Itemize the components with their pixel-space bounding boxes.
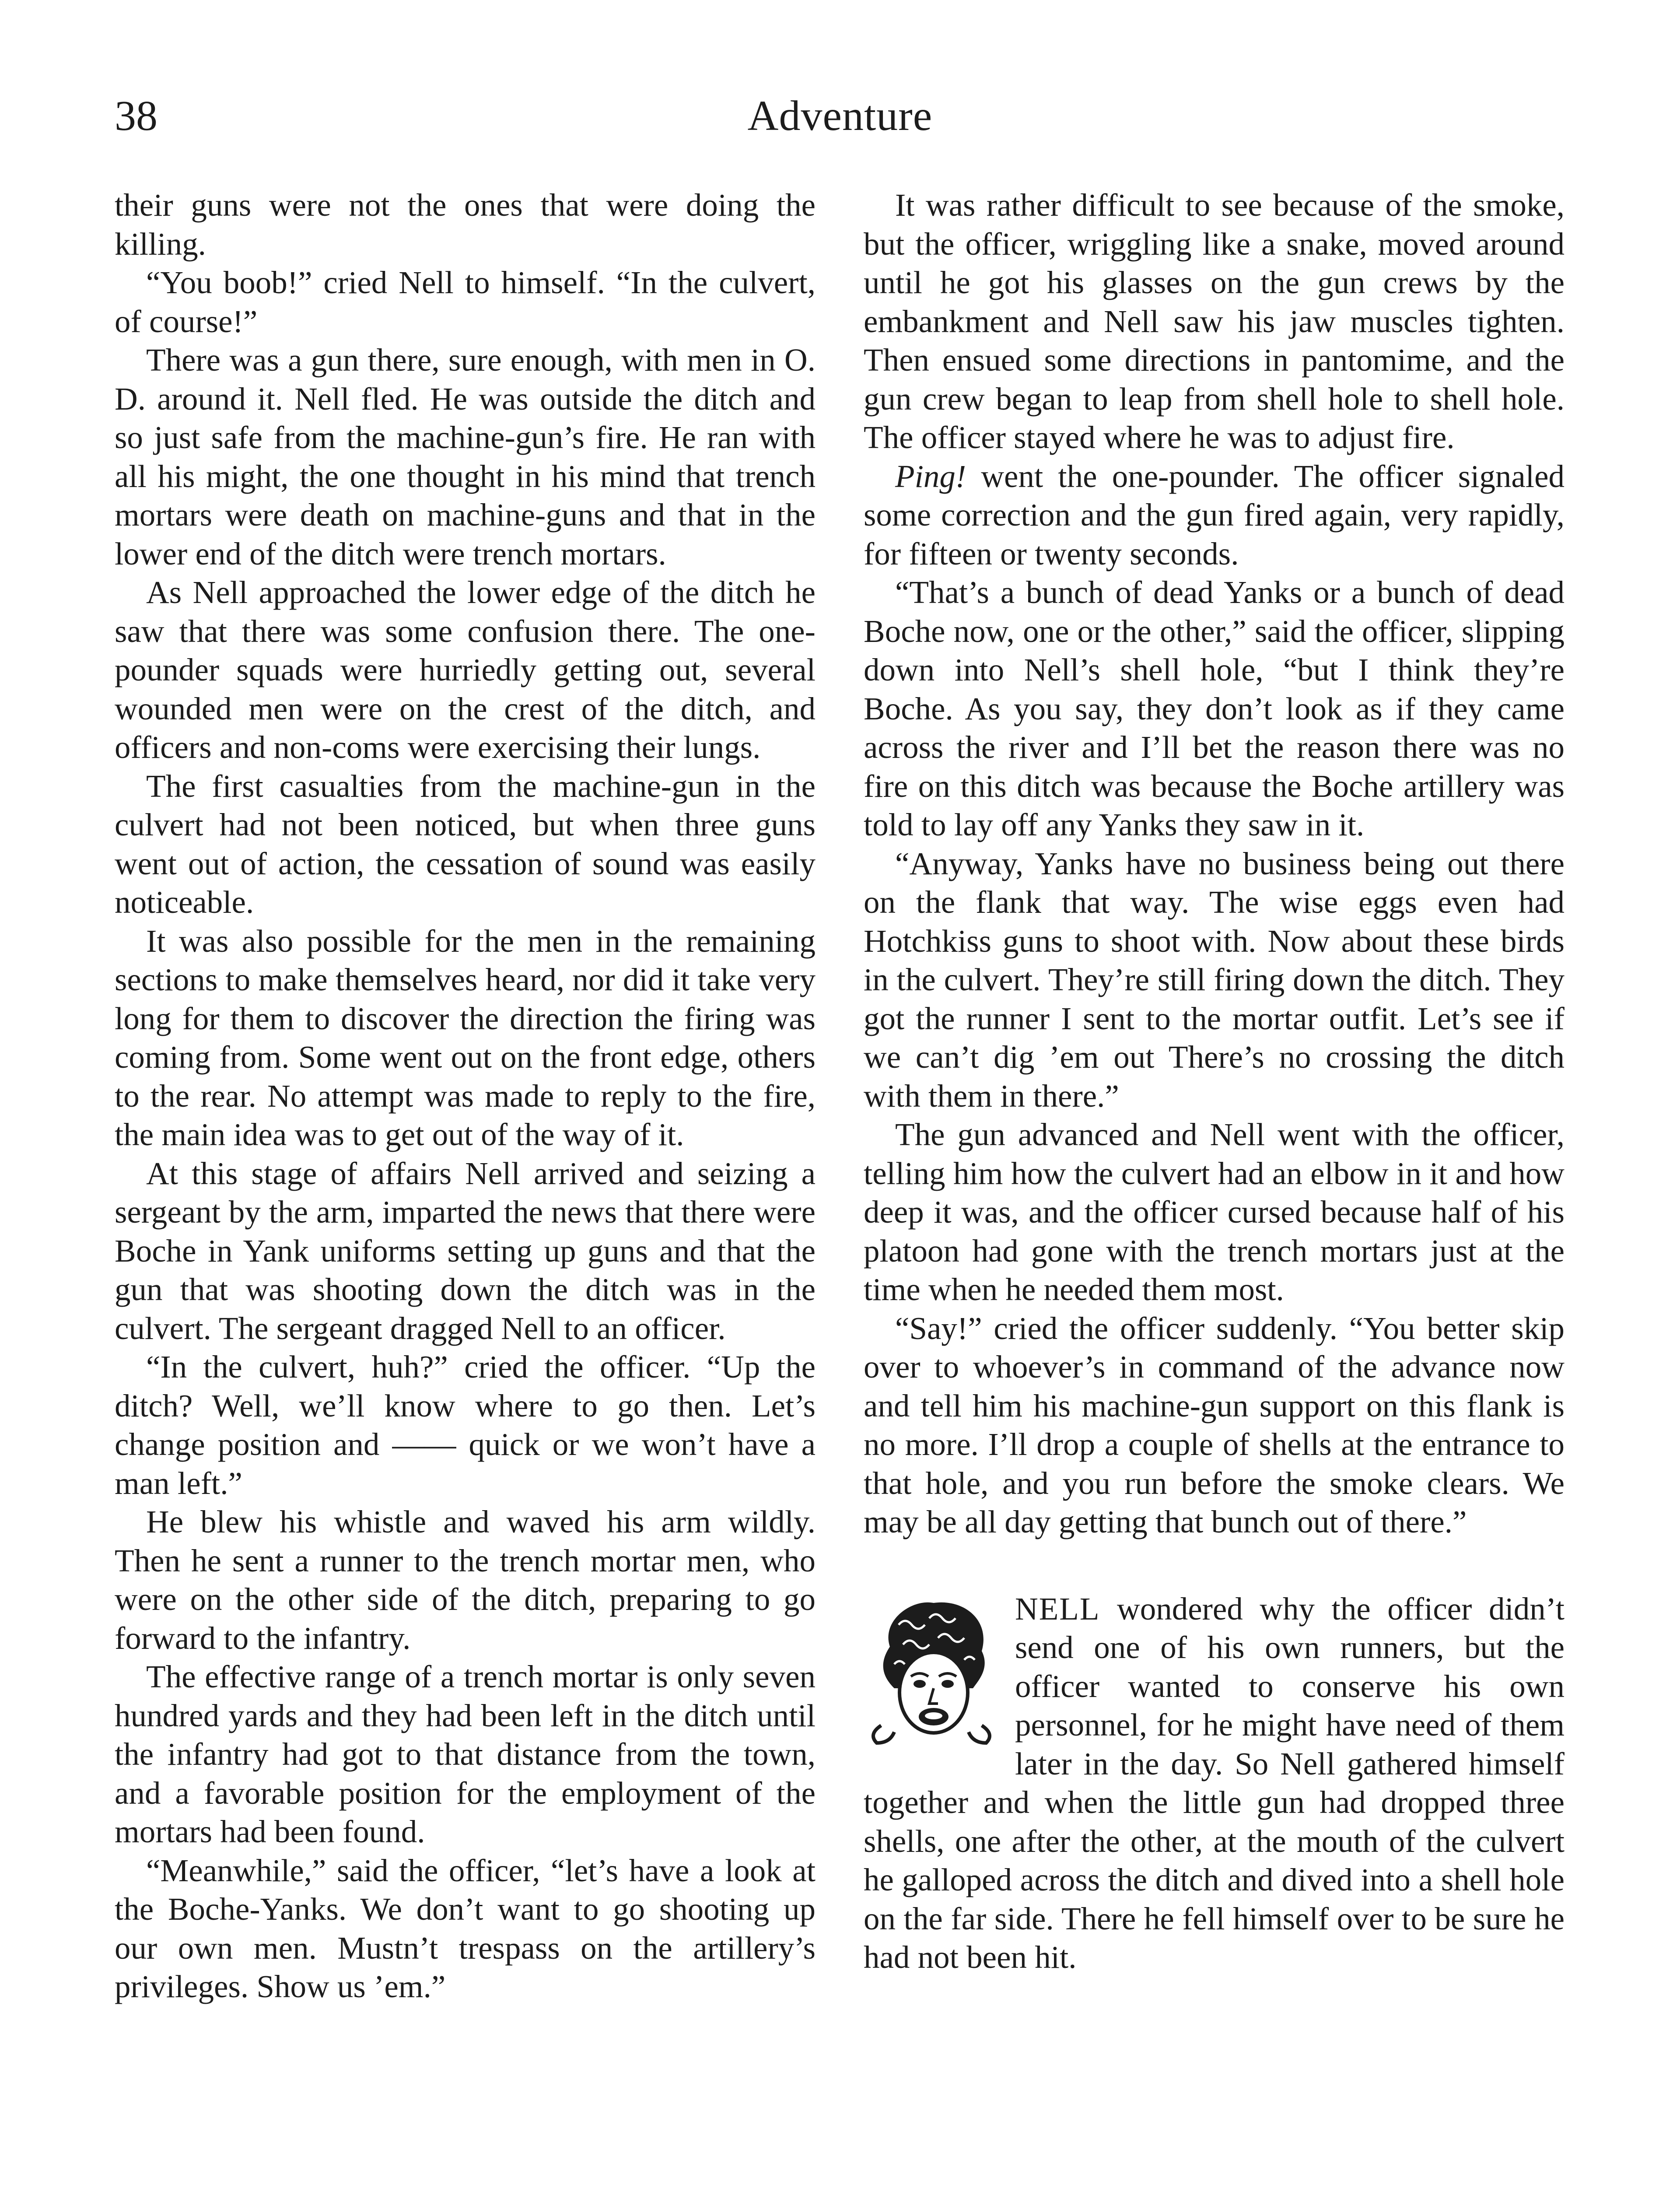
paragraph: There was a gun there, sure enough, with men in O. D. around it. Nell fled. He was outside the ditch and so just safe from the machine-gun’s fire. He ran with all his might, the one thought in his mind that trench mortars were death on machine-guns and that in the lower end of the ditch were trench mortars. bbox=[115, 342, 816, 572]
paragraph: “You boob!” cried Nell to himself. “In the culvert, of course!” bbox=[115, 265, 816, 339]
ping-rest: went the one-pounder. The officer signaled some correction and the gun fired again, very rapidly, for fifteen or twenty seconds. bbox=[864, 458, 1564, 572]
paragraph: It was also possible for the men in the remaining sections to make themselves heard, nor did it take very long for them to discover the direction the firing was coming from. Some went out on the front edge, others to the rear. No attempt was made to reply to the fire, the main idea was to get out of the way of it. bbox=[115, 923, 816, 1152]
right-column bbox=[864, 186, 1564, 1977]
paragraph: “Anyway, Yanks have no business being out there on the flank that way. The wise eggs even had Hotchkiss guns to shoot with. Now about these birds in the culvert. They’re still firing down the ditch. They got the runner I sent to the mortar outfit. Let’s see if we can’t dig ’em out There’s no crossing the ditch with them in there.” bbox=[864, 845, 1564, 1114]
section-text: wondered why the officer didn’t send one of his own runners, but the officer wanted to conserve his own personnel, for he might have need of them later in the day. So Nell gathered himself together and when the little gun had dropped three shells, one after the other, at the mouth of the culvert he galloped across the ditch and dived into a shell hole on the far side. There he fell himself over to be sure he had not been hit. bbox=[864, 1591, 1564, 1975]
paragraph: The effective range of a trench mortar is only seven hundred yards and they had been left in the ditch until the infantry had got to that distance from the town, and a favorable position for the employment of the mortars had been found. bbox=[115, 1659, 816, 1849]
section-head-cut-icon bbox=[864, 1594, 999, 1745]
left-column bbox=[115, 186, 816, 2006]
paragraph: At this stage of affairs Nell arrived and seizing a sergeant by the arm, imparted the news that there were Boche in Yank uniforms setting up guns and that the gun that was shooting down the ditch was in the culvert. The sergeant dragged Nell to an officer. bbox=[115, 1155, 816, 1346]
paragraph: “Meanwhile,” said the officer, “let’s have a look at the Boche-Yanks. We don’t want to go shooting up our own men. Mustn’t trespass on the artillery’s privileges. Show us ’em.” bbox=[115, 1852, 816, 2004]
paragraph: “Say!” cried the officer suddenly. “You better skip over to whoever’s in command of the advance now and tell him his machine-gun support on this flank is no more. I’ll drop a couple of shells at the entrance to that hole, and you run before the smoke clears. We may be all day getting that bunch out of there.” bbox=[864, 1310, 1564, 1539]
page-number: 38 bbox=[115, 92, 158, 140]
paragraph: their guns were not the ones that were doing the killing. bbox=[115, 187, 816, 262]
paragraph: He blew his whistle and waved his arm wildly. Then he sent a runner to the trench mortar men, who were on the other side of the ditch, preparing to go forward to the infantry. bbox=[115, 1504, 816, 1656]
page-header bbox=[0, 90, 1680, 142]
paragraph: “In the culvert, huh?” cried the officer. “Up the ditch? Well, we’ll know where to go then. Let’s change position and —— quick or we won’t have a man left.” bbox=[115, 1349, 816, 1501]
running-title: Adventure bbox=[747, 92, 933, 140]
paragraph: As Nell approached the lower edge of the ditch he saw that there was some confusion there. The one-pounder squads were hurriedly getting out, several wounded men were on the crest of the ditch, and officers and non-coms were exercising their lungs. bbox=[115, 575, 816, 765]
paragraph: The first casualties from the machine-gun in the culvert had not been noticed, but when three guns went out of action, the cessation of sound was easily noticeable. bbox=[115, 768, 816, 920]
paragraph: “That’s a bunch of dead Yanks or a bunch of dead Boche now, one or the other,” said the officer, slipping down into Nell’s shell hole, “but I think they’re Boche. As you say, they don’t look as if they came across the river and I’ll bet the reason there was no fire on this ditch was because the Boche artillery was told to lay off any Yanks they saw in it. bbox=[864, 575, 1564, 842]
paragraph: It was rather difficult to see because of the smoke, but the officer, wriggling like a snake, moved around until he got his glasses on the gun crews by the embankment and Nell saw his jaw muscles tighten. Then ensued some directions in pantomime, and the gun crew began to leap from shell hole to shell hole. The officer stayed where he was to adjust fire. bbox=[864, 187, 1564, 455]
ping-word: Ping! bbox=[895, 458, 966, 494]
section-break bbox=[864, 1542, 1564, 1590]
paragraph: The gun advanced and Nell went with the officer, telling him how the culvert had an elbow in it and how deep it was, and the officer cursed because half of his platoon had gone with the trench mortars just at the time when he needed them most. bbox=[864, 1117, 1564, 1307]
section-lead-word: NELL bbox=[1015, 1591, 1100, 1627]
section-opening-paragraph bbox=[864, 1590, 1564, 1977]
paragraph-ping bbox=[864, 457, 1564, 574]
